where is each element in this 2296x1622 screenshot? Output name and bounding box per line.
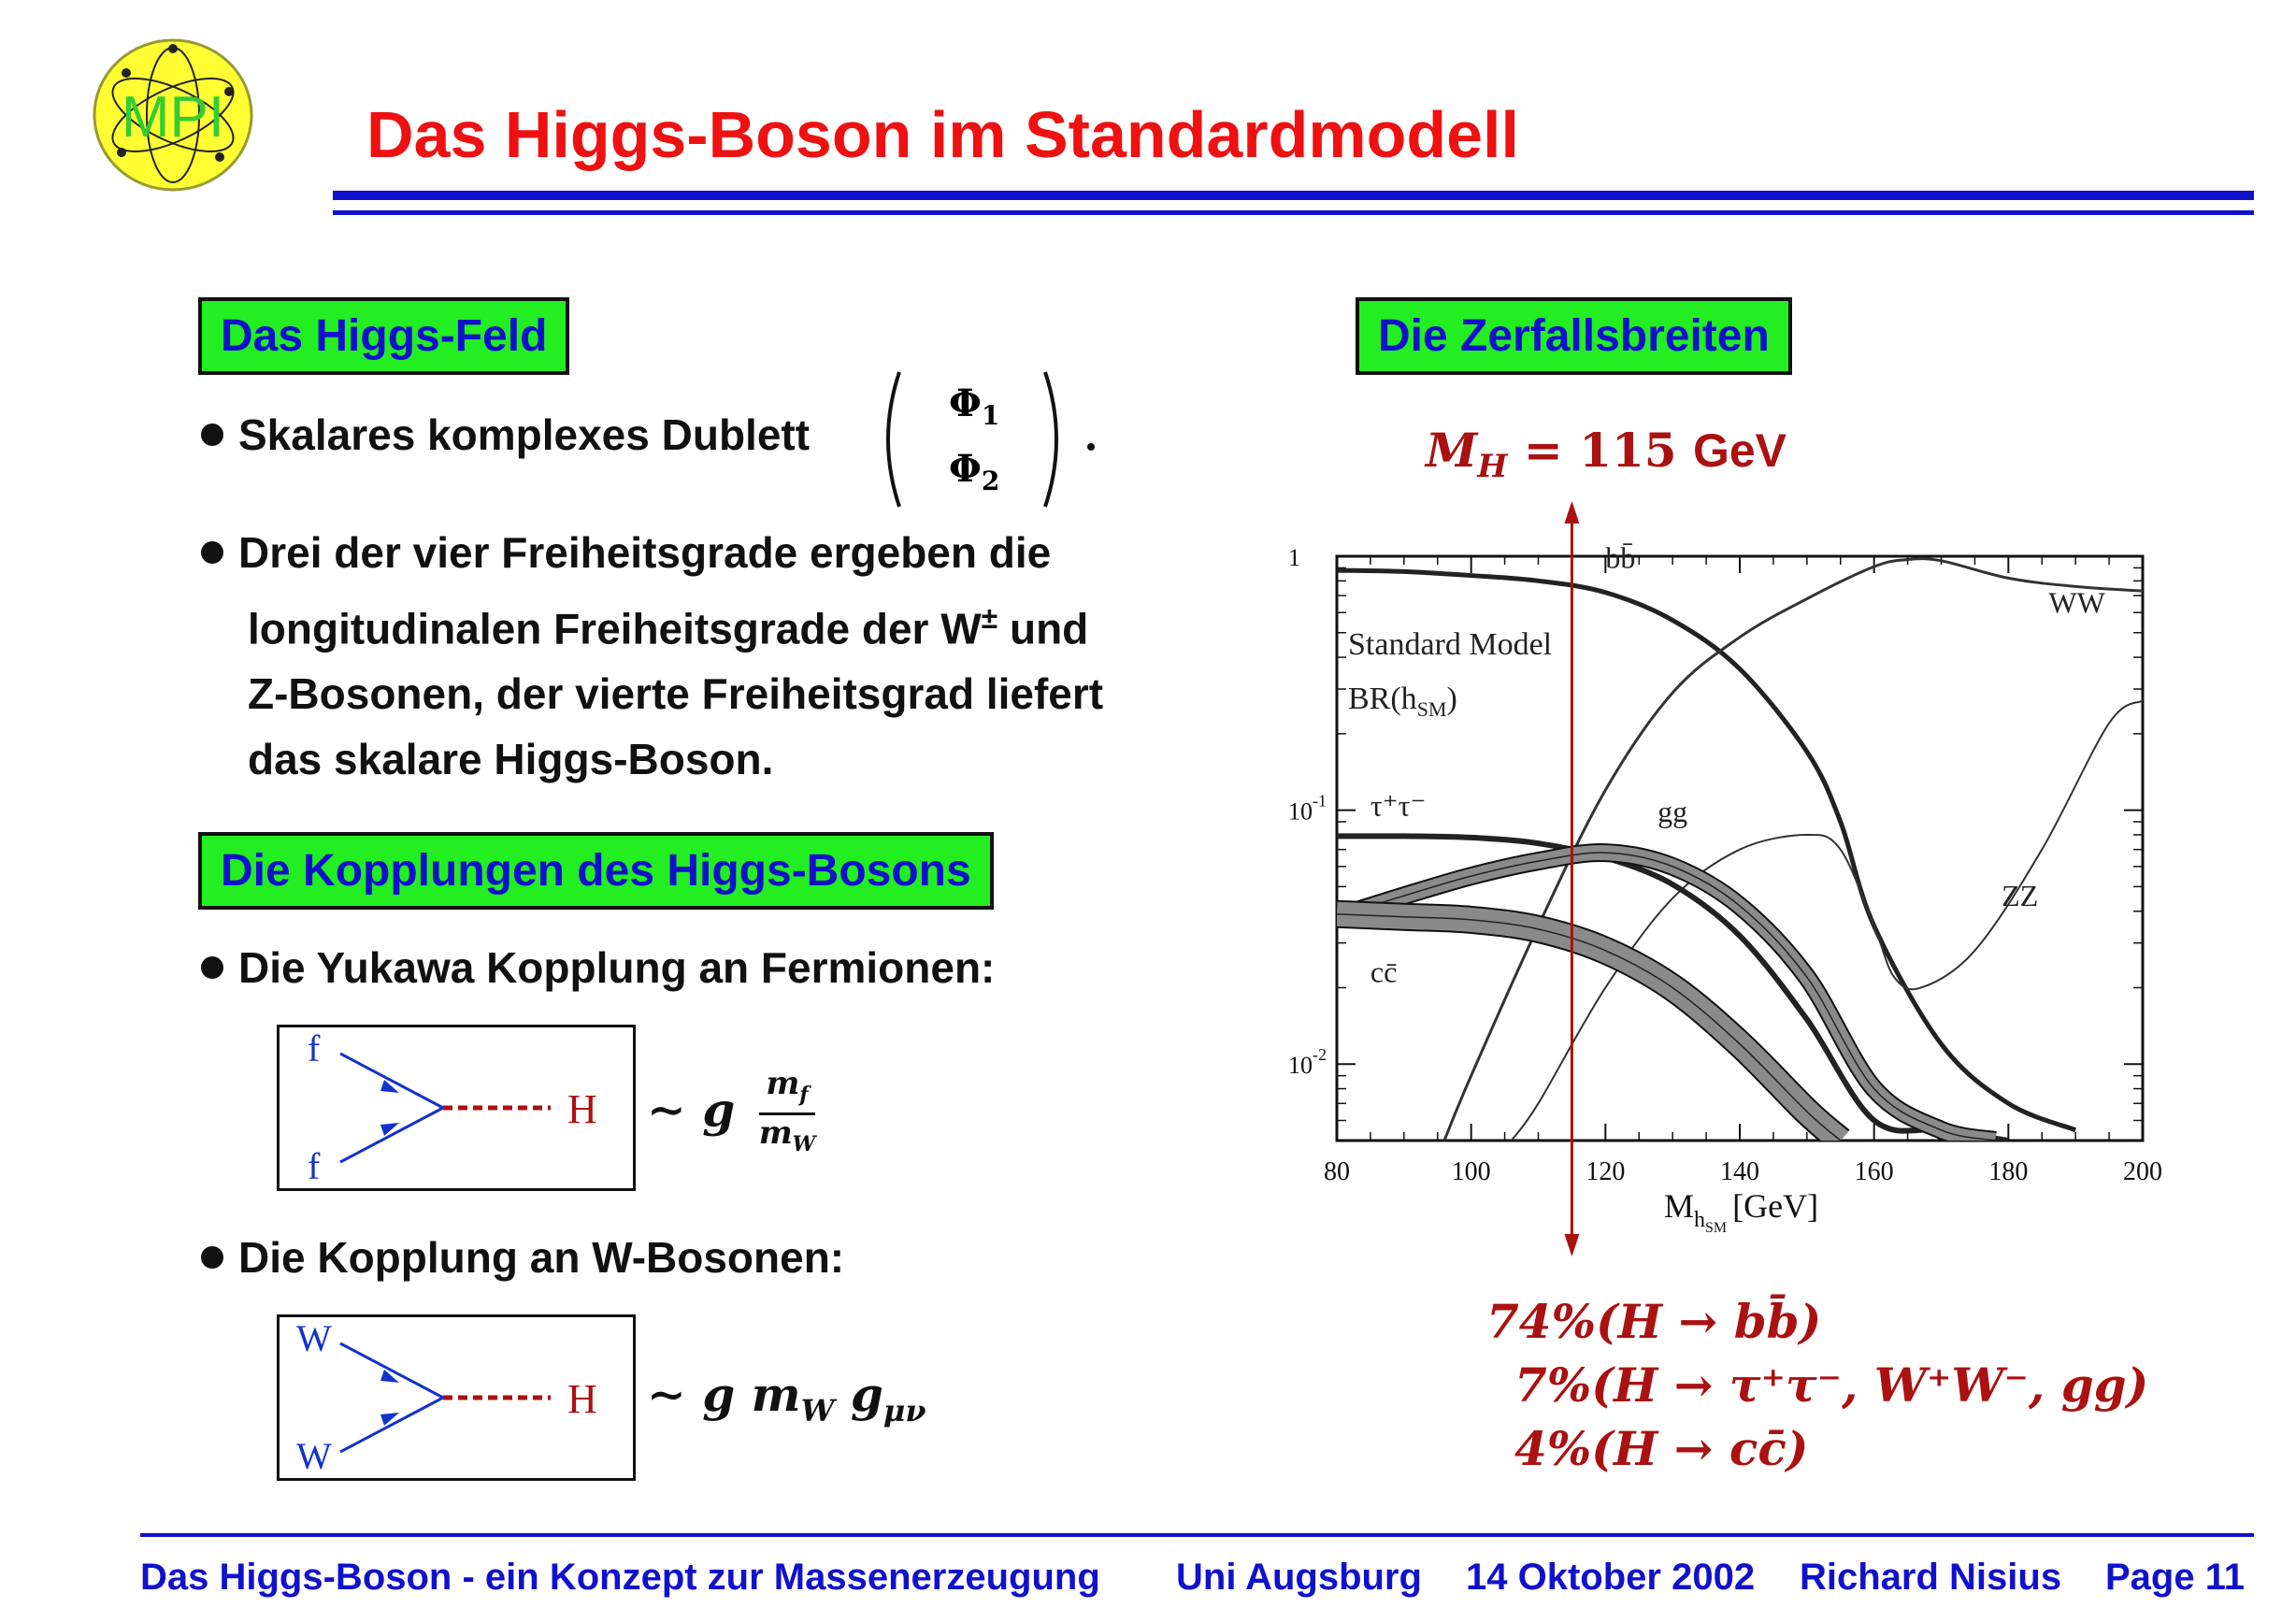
- series-label: bb̄: [1605, 540, 1636, 575]
- footer-place: Uni Augsburg: [1176, 1557, 1422, 1598]
- section-box-zerfallsbreiten: Die Zerfallsbreiten: [1356, 297, 1792, 375]
- feynman-diagram-w: [277, 1314, 636, 1481]
- feynman-diagram-fermion: [277, 1025, 636, 1191]
- w-coupling: ∼ g $m_W$ $g_{\mu\nu}$: [647, 1367, 926, 1428]
- title-rule-thin: [333, 210, 2254, 215]
- svg-text:MPI: MPI: [121, 85, 225, 150]
- br-bb: 74%(H → bb̄): [1486, 1294, 1822, 1349]
- svg-text:H: H: [567, 1086, 597, 1132]
- series-label: gg: [1657, 795, 1688, 829]
- svg-text:W: W: [296, 1435, 332, 1477]
- br-tau-ww-gg: 7%(H → τ⁺τ⁻, W⁺W⁻, gg): [1514, 1357, 2149, 1413]
- x-tick-label: 200: [2123, 1157, 2162, 1186]
- footer-rule: [140, 1533, 2254, 1537]
- x-tick-label: 120: [1586, 1157, 1626, 1186]
- svg-text:W: W: [296, 1317, 332, 1359]
- series-label: ZZ: [2002, 878, 2039, 912]
- branching-ratio-list: [1486, 1290, 2148, 1481]
- series-label: cc̄: [1370, 955, 1398, 989]
- bullet-freiheitsgrade: Drei der vier Freiheitsgrade ergeben die longitudinalen Freiheitsgrade der W± und Z-Bosonen, der vierte Freiheitsgrad liefert das skalare Higgs-Boson.: [201, 520, 1103, 792]
- svg-text:f: f: [308, 1145, 321, 1187]
- x-tick-label: 160: [1854, 1157, 1894, 1186]
- mass-marker-arrow-bottom: [1564, 1234, 1579, 1256]
- series-line-ZZ: [1512, 700, 2143, 1141]
- svg-text:H: H: [567, 1376, 597, 1422]
- bullet-dot: [201, 956, 223, 979]
- br-cc: 4%(H → cc̄): [1514, 1421, 1809, 1476]
- bullet-dot: [201, 541, 223, 564]
- x-tick-label: 80: [1324, 1157, 1350, 1186]
- annotation-br: $BR(h_{SM})$: [1348, 682, 1457, 721]
- mpi-logo: [89, 36, 257, 194]
- x-tick-label: 100: [1451, 1157, 1491, 1186]
- bullet-w-bosonen: Die Kopplung an W-Bosonen:: [201, 1225, 844, 1290]
- mass-marker-arrow-top: [1564, 501, 1579, 524]
- y-tick-label: 1: [1288, 544, 1300, 571]
- footer-talk-title: Das Higgs-Boson - ein Konzept zur Massenerzeugung: [140, 1557, 1100, 1598]
- mass-label: $M_H = 115$ GeV: [1426, 423, 1787, 485]
- svg-text:f: f: [308, 1027, 321, 1069]
- footer-author: Richard Nisius: [1800, 1557, 2062, 1598]
- title-rule-thick: [333, 191, 2254, 200]
- phi1: $\Phi_1$: [949, 381, 1000, 431]
- section-box-higgs-feld: Das Higgs-Feld: [198, 297, 569, 375]
- series-label: WW: [2048, 585, 2105, 620]
- x-tick-label: 140: [1720, 1157, 1759, 1186]
- x-axis-label: $M_hSM[GeV]$: [1664, 1187, 1819, 1236]
- bullet-yukawa: Die Yukawa Kopplung an Fermionen:: [201, 935, 995, 1000]
- page-title: Das Higgs-Boson im Standardmodell: [366, 98, 1519, 171]
- series-band: [1337, 914, 1841, 1141]
- x-tick-label: 180: [1988, 1157, 2029, 1186]
- footer-date: 14 Oktober 2002: [1466, 1557, 1756, 1598]
- phi-doublet-matrix: [879, 365, 1103, 514]
- y-tick-label: $10^{-1}$: [1288, 791, 1327, 825]
- y-tick-label: $10^{-2}$: [1288, 1045, 1327, 1080]
- series-label: τ⁺τ⁻: [1370, 788, 1427, 823]
- branching-ratio-chart: [1262, 495, 2197, 1262]
- footer-page: Page 11: [2105, 1557, 2246, 1598]
- bullet-dot: [201, 423, 223, 446]
- annotation-standard-model: Standard Model: [1348, 627, 1553, 662]
- phi2: $\Phi_2$: [949, 447, 1000, 496]
- yukawa-coupling: ∼ g $\frac{m_f}{m_W}$: [647, 1065, 816, 1156]
- bullet-dublett: Skalares komplexes Dublett: [201, 402, 810, 467]
- section-box-kopplungen: Die Kopplungen des Higgs-Bosons: [198, 832, 994, 910]
- bullet-dot: [201, 1246, 223, 1269]
